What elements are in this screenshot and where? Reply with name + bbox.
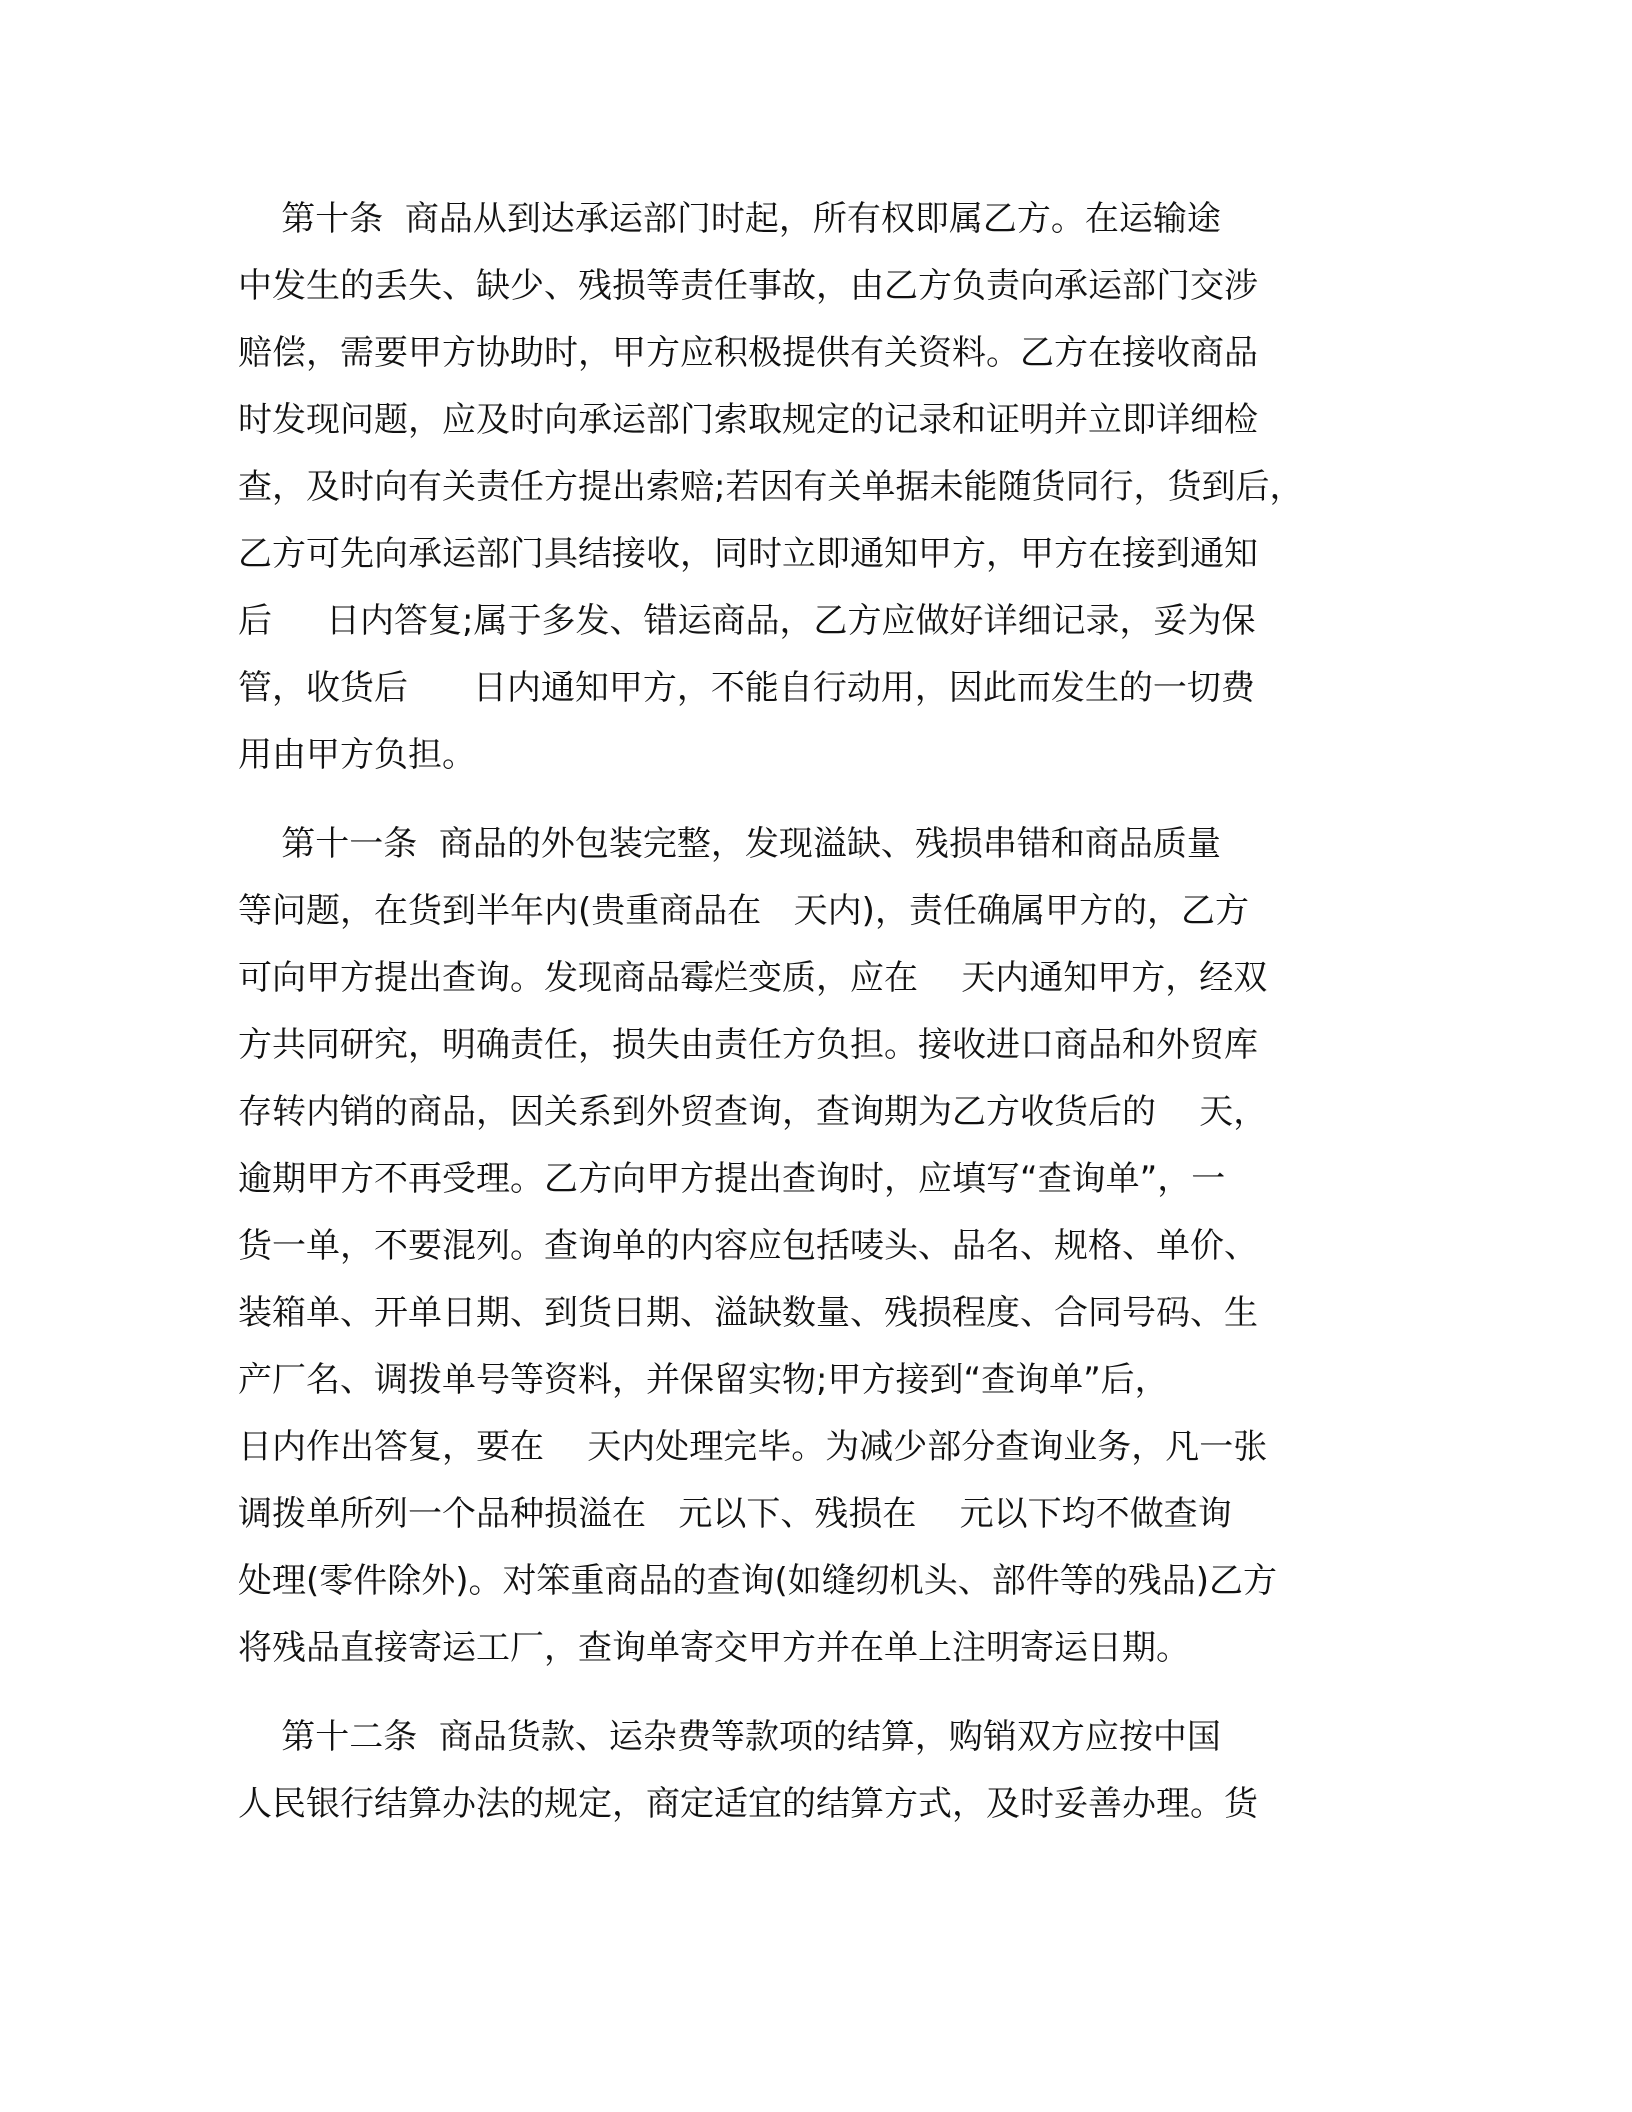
- document-body: [238, 186, 1394, 1860]
- article-10-line: 后 日内答复;属于多发、错运商品，乙方应做好详细记录，妥为保: [238, 601, 1256, 641]
- article-10-line: 管，收货后 日内通知甲方，不能自行动用，因此而发生的一切费: [238, 668, 1255, 708]
- article-11-line: 调拨单所列一个品种损溢在 元以下、残损在 元以下均不做查询: [238, 1494, 1232, 1534]
- article-11-line: 产厂名、调拨单号等资料，并保留实物;甲方接到“查询单”后，: [238, 1360, 1169, 1400]
- article-10: [238, 186, 1394, 789]
- article-11-line: 货一单，不要混列。查询单的内容应包括唛头、品名、规格、单价、: [238, 1226, 1258, 1266]
- article-12-line: 人民银行结算办法的规定，商定适宜的结算方式，及时妥善办理。货: [238, 1784, 1258, 1824]
- article-11-line: 存转内销的商品，因关系到外贸查询，查询期为乙方收货后的 天，: [238, 1092, 1268, 1132]
- article-11-line: 可向甲方提出查询。发现商品霉烂变质，应在 天内通知甲方，经双: [238, 958, 1268, 998]
- article-10-line: 时发现问题，应及时向承运部门索取规定的记录和证明并立即详细检: [238, 400, 1258, 440]
- article-11-line: 等问题，在货到半年内(贵重商品在 天内)，责任确属甲方的，乙方: [238, 891, 1249, 931]
- article-12: [238, 1704, 1394, 1838]
- article-11-line: 第十一条 商品的外包装完整，发现溢缺、残损串错和商品质量: [238, 824, 1221, 864]
- article-11-line: 方共同研究，明确责任，损失由责任方负担。接收进口商品和外贸库: [238, 1025, 1258, 1065]
- article-10-line: 用由甲方负担。: [238, 735, 476, 775]
- article-11-line: 逾期甲方不再受理。乙方向甲方提出查询时，应填写“查询单”，一: [238, 1159, 1226, 1199]
- article-12-line: 第十二条 商品货款、运杂费等款项的结算，购销双方应按中国: [238, 1717, 1221, 1757]
- article-11-line: 日内作出答复，要在 天内处理完毕。为减少部分查询业务，凡一张: [238, 1427, 1268, 1467]
- article-11-line: 装箱单、开单日期、到货日期、溢缺数量、残损程度、合同号码、生: [238, 1293, 1258, 1333]
- article-10-line: 第十条 商品从到达承运部门时起，所有权即属乙方。在运输途: [238, 199, 1221, 239]
- article-11: [238, 811, 1394, 1682]
- article-11-line: 处理(零件除外)。对笨重商品的查询(如缝纫机头、部件等的残品)乙方: [238, 1561, 1278, 1601]
- article-10-line: 赔偿，需要甲方协助时，甲方应积极提供有关资料。乙方在接收商品: [238, 333, 1258, 373]
- article-10-line: 查，及时向有关责任方提出索赔;若因有关单据未能随货同行，货到后，: [238, 467, 1304, 507]
- article-10-line: 中发生的丢失、缺少、残损等责任事故，由乙方负责向承运部门交涉: [238, 266, 1258, 306]
- article-10-line: 乙方可先向承运部门具结接收，同时立即通知甲方，甲方在接到通知: [238, 534, 1258, 574]
- article-11-line: 将残品直接寄运工厂，查询单寄交甲方并在单上注明寄运日期。: [238, 1628, 1190, 1668]
